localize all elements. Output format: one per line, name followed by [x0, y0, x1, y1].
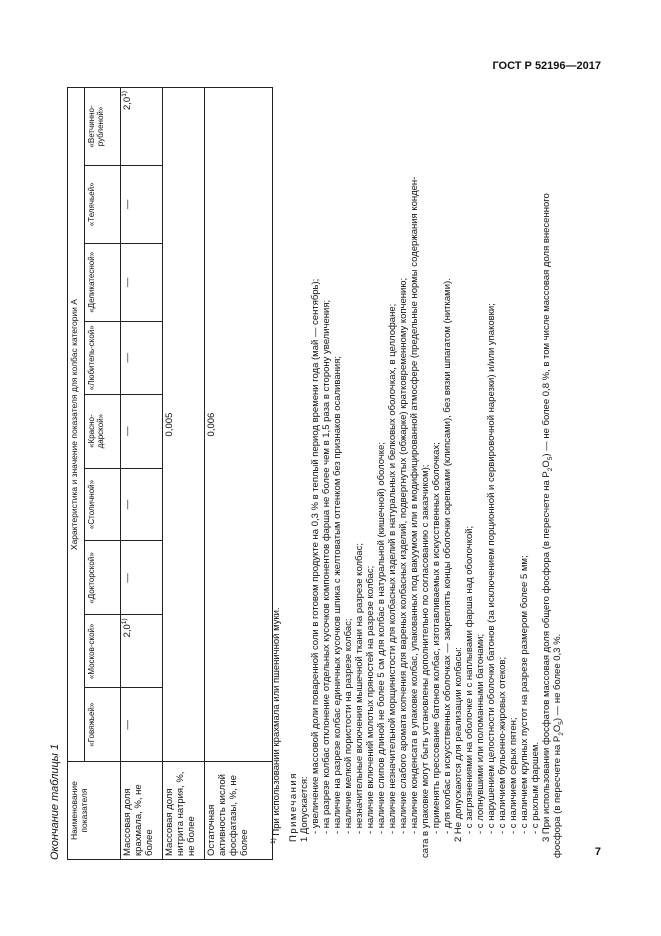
table-cell: [121, 88, 163, 166]
subscript: 5: [546, 456, 554, 461]
row-label-starch: Массовая доля крахмала, %, не более: [121, 762, 163, 860]
note-item: - наличие слабого аромата копчения для вареных колбасных изделий, подвергнутых (обжарке) кратковременному копчению;: [398, 277, 409, 834]
note-item: - на разрезе колбас отклонение отдельных кусочков компонентов фарша не более чем в 1,5 раза в сторону увеличения;: [321, 299, 332, 834]
table-cell: —: [121, 394, 163, 468]
footnote-ref: 1): [120, 618, 128, 625]
note-item: - применять прессование батонов колбас, изготавливаемых в искусственных оболочках;: [431, 442, 442, 834]
note-item: - наличие конденсата в упаковке колбас, упакованных под вакуумом или в модифицированной атмосфере (предельные нормы содержания конден-: [409, 176, 420, 834]
row-label-nitrite: Массовая доля нитрита натрия, %, не более: [163, 762, 205, 860]
footnote-text: При использовании крахмала или пшеничной муки.: [271, 607, 282, 836]
note-item: - с наличием бульонно-жировых отеков;: [497, 656, 508, 834]
table-cell: —: [121, 541, 163, 615]
note-item: - с наличием крупных пустот на разрезе размером более 5 мм;: [519, 555, 530, 834]
note-item: - с нарушением целостности оболочки батонов (за исключением порционной и сервировочной нарезки) и/или упаковки;: [486, 303, 497, 834]
note-item: - с рыхлым фаршем.: [530, 741, 541, 834]
cell-value: 2,0: [122, 96, 133, 110]
subscript: 5: [557, 721, 565, 725]
note-item: - увеличение массовой доли поваренной соли в готовом продукте на 0,3 % в теплый период времени года (май — сентябрь);: [310, 278, 321, 834]
table-row: [121, 88, 163, 860]
note-item: - незначительные включения мышечной ткани на разрезе колбас;: [354, 543, 365, 834]
category-telyachya: «Телячьей»: [85, 165, 121, 243]
note-3-text: ) — не более 0,3 %.: [552, 633, 563, 722]
note-item: - наличие на разрезе колбас единичных кусочков шпика с желтоватым оттенком без признаков осаливания;: [332, 356, 343, 834]
category-vetchinno-rublenaya: «Ветчинно-рубленой»: [85, 88, 121, 166]
table-cell: —: [121, 243, 163, 321]
note-3-text: 3 При использовании фосфатов массовая доля общего фосфора (в пересчете на P: [541, 471, 552, 842]
table-row: [163, 88, 205, 860]
page-number: 7: [594, 846, 601, 858]
table-cell: [121, 615, 163, 688]
note-3-line-1: [541, 83, 552, 858]
notes-block: [271, 83, 563, 858]
group-header: Характеристика и значение показателя для колбас категории А: [68, 88, 85, 762]
table-row: [205, 88, 273, 860]
standard-code: ГОСТ Р 52196—2017: [492, 60, 601, 72]
subscript: 2: [546, 467, 554, 472]
table-cell: —: [121, 321, 163, 394]
table-footnote: [271, 83, 282, 858]
note-item: - наличие незначительной морщинистости для колбасных изделий в натуральных и белковых оболочках, в целлофане;: [387, 303, 398, 834]
category-doktorskaya: «Докторской»: [85, 541, 121, 615]
note-item: - наличие включений молотых пряностей на разрезе колбас;: [365, 565, 376, 834]
note-3-text: фосфора (в пересчете на P: [552, 735, 563, 858]
note-continuation: сата в упаковке могут быть установлены дополнительно по согласованию с заказчиком);: [420, 464, 431, 858]
note-item: - с лопнувшими или поломанными батонами;: [475, 633, 486, 834]
category-govyazhya: «Говяжьей»: [85, 688, 121, 762]
category-krasnodarskaya: «Красно-дарской»: [85, 394, 121, 468]
note-3-text: O: [552, 724, 563, 733]
note-item: - для колбас в искусственных оболочках — закреплять концы оболочки скрепками (клипсами), без вязки шпагатом (нитками).: [442, 278, 453, 834]
table-cell-merged: 0,006: [205, 88, 273, 762]
note-1-intro: 1 Допускается:: [299, 776, 310, 842]
category-lyubitelskaya: «Любитель-ской»: [85, 321, 121, 394]
note-item: - наличие мелкой пористости на разрезе колбас;: [343, 618, 354, 834]
table-cell: —: [121, 468, 163, 541]
subscript: 2: [557, 732, 565, 736]
column-header-name: Наименование показателя: [68, 762, 121, 860]
table-cell: —: [121, 688, 163, 762]
indicators-table: [67, 87, 273, 860]
note-3-text: O: [541, 460, 552, 468]
note-item: - с наличием серых пятен;: [508, 717, 519, 834]
table-cell: —: [121, 165, 163, 243]
row-label-phosphatase: Остаточная активность кислой фосфатазы, %, не более: [205, 762, 273, 860]
footnote-mark: 1): [269, 838, 277, 844]
notes-heading: Примечания: [288, 772, 299, 842]
rotated-page-content: [45, 85, 600, 860]
note-item: - наличие слипов длиной не более 5 см для колбас в натуральной (кишечной) оболочке;: [376, 442, 387, 834]
table-caption: Окончание таблицы 1: [49, 743, 61, 860]
category-moskovskaya: «Москов-ской»: [85, 615, 121, 688]
footnote-ref: 1): [120, 91, 128, 97]
note-3-text: ) — не более 0,8 %, в том числе массовая доля внесенного: [541, 193, 552, 457]
note-2-intro: 2 Не допускаются для реализации колбасы:: [453, 647, 464, 842]
category-delikatesnaya: «Деликатесной»: [85, 243, 121, 321]
cell-value: 2,0: [122, 624, 133, 638]
note-item: - с загрязнениями на оболочке и с наплывами фарша над оболочкой;: [464, 525, 475, 834]
table-cell-merged: 0,005: [163, 88, 205, 762]
category-stolichnaya: «Столичной»: [85, 468, 121, 541]
